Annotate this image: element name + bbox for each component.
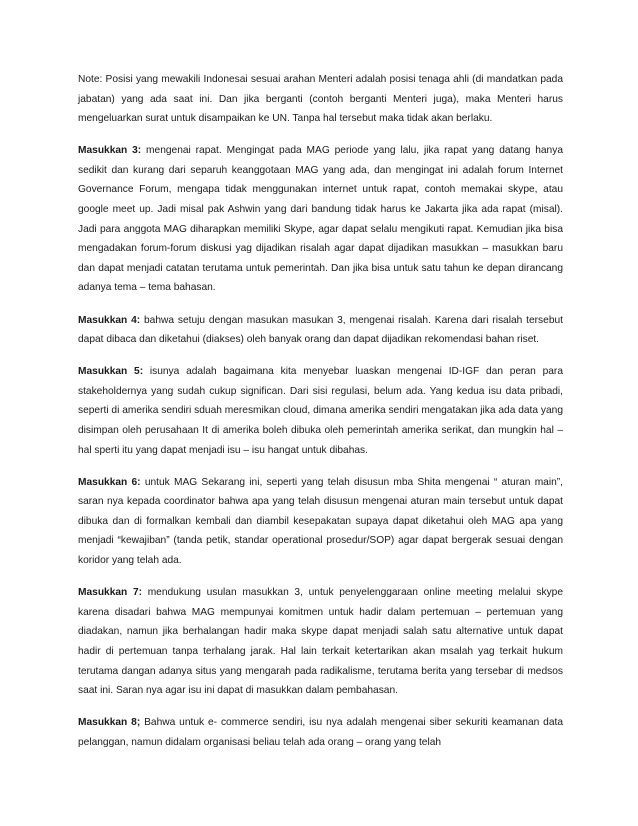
masukkan-5-label: Masukkan 5: [78, 366, 144, 378]
masukkan-3-label: Masukkan 3: [78, 145, 142, 157]
masukkan-4-text: bahwa setuju dengan masukan masukan 3, mengenai risalah. Karena dari risalah tersebut dapat dibaca dan diketahui (diakses) oleh banyak orang dan dapat dijadikan rekomendasi bahan riset. [78, 314, 563, 346]
masukkan-3-text: mengenai rapat. Mengingat pada MAG periode yang lalu, jika rapat yang datang hanya sedikit dan kurang dari separuh keanggotaan MAG yang ada, dan mengingat ini adalah forum Internet Governance Forum, mengapa tidak menggunakan internet untuk rapat, contoh memakai skype, atau google meet up. Jadi misal pak Ashwin yang dari bandung tidak harus ke Jakarta jika ada rapat (misal). Jadi para anggota MAG diharapkan memiliki Skype, agar dapat selalu mengikuti rapat. Kemudian jika bisa mengadakan forum-forum diskusi yag dijadikan risalah agar dapat dijadikan masukkan – masukkan baru dan dapat menjadi catatan terutama untuk pemerintah. Dan jika bisa untuk satu tahun ke depan dirancang adanya tema – tema bahasan. [78, 145, 563, 294]
masukkan-3-paragraph [78, 141, 563, 298]
masukkan-4-label: Masukkan 4: [78, 314, 141, 326]
note-paragraph: Note: Posisi yang mewakili Indonesai sesuai arahan Menteri adalah posisi tenaga ahli (di mandatkan pada jabatan) yang ada saat ini. Dan jika berganti (contoh berganti Menteri juga), maka Menteri harus mengeluarkan surat untuk disampaikan ke UN. Tanpa hal tersebut maka tidak akan berlaku. [78, 74, 563, 125]
masukkan-8-paragraph [78, 713, 563, 752]
masukkan-4-paragraph [78, 311, 563, 350]
masukkan-5-text: isunya adalah bagaimana kita menyebar luaskan mengenai ID-IGF dan peran para stakeholdernya yang sudah cukup significan. Dari sisi regulasi, belum ada. Yang kedua isu data pribadi, seperti di amerika sendiri sduah meresmikan cloud, dimana amerika sendiri mengatakan jika ada data yang disimpan oleh perusahaan It di amerika boleh dibuka oleh pemerintah amerika serikat, dan mungkin hal – hal sperti itu yang dapat menjadi isu – isu hangat untuk dibahas. [78, 366, 563, 456]
masukkan-7-paragraph [78, 583, 563, 701]
masukkan-8-text: Bahwa untuk e- commerce sendiri, isu nya adalah mengenai siber sekuriti keamanan data pelanggan, namun didalam organisasi beliau telah ada orang – orang yang telah [78, 717, 564, 748]
masukkan-7-label: Masukkan 7: [78, 587, 143, 599]
masukkan-6-text: untuk MAG Sekarang ini, seperti yang telah disusun mba Shita mengenai “ aturan main”, saran nya kepada coordinator bahwa apa yang telah disusun mengenai aturan main tersebut untuk dapat dibuka dan di formalkan kembali dan diambil kesepakatan supaya dapat diketahui oleh MAG apa yang menjadi “kewajiban” (tanda petik, standar operational prosedur/SOP) agar dapat bergerak sesuai dengan koridor yang telah ada. [78, 476, 563, 567]
document-page [78, 70, 563, 765]
masukkan-8-label: Masukkan 8; [78, 717, 141, 729]
masukkan-5-paragraph [78, 362, 563, 460]
masukkan-6-paragraph [78, 473, 563, 571]
masukkan-7-text: mendukung usulan masukkan 3, untuk penyelenggaraan online meeting melalui skype karena disadari bahwa MAG mempunyai komitmen untuk hadir dalam pertemuan – pertemuan yang diadakan, namun jika berhalangan hadir maka skype dapat menjadi salah satu alternative untuk dapat hadir di pertemuan tanpa terhalang jarak. Hal lain terkait ketertarikan akan msalah yag terkait hukum terutama dangan adanya situs yang mengarah pada radikalisme, terutama berita yang tersebar di medsos saat ini. Saran nya agar isu ini dapat di masukkan dalam pembahasan. [78, 587, 563, 697]
masukkan-6-label: Masukkan 6: [78, 476, 141, 488]
